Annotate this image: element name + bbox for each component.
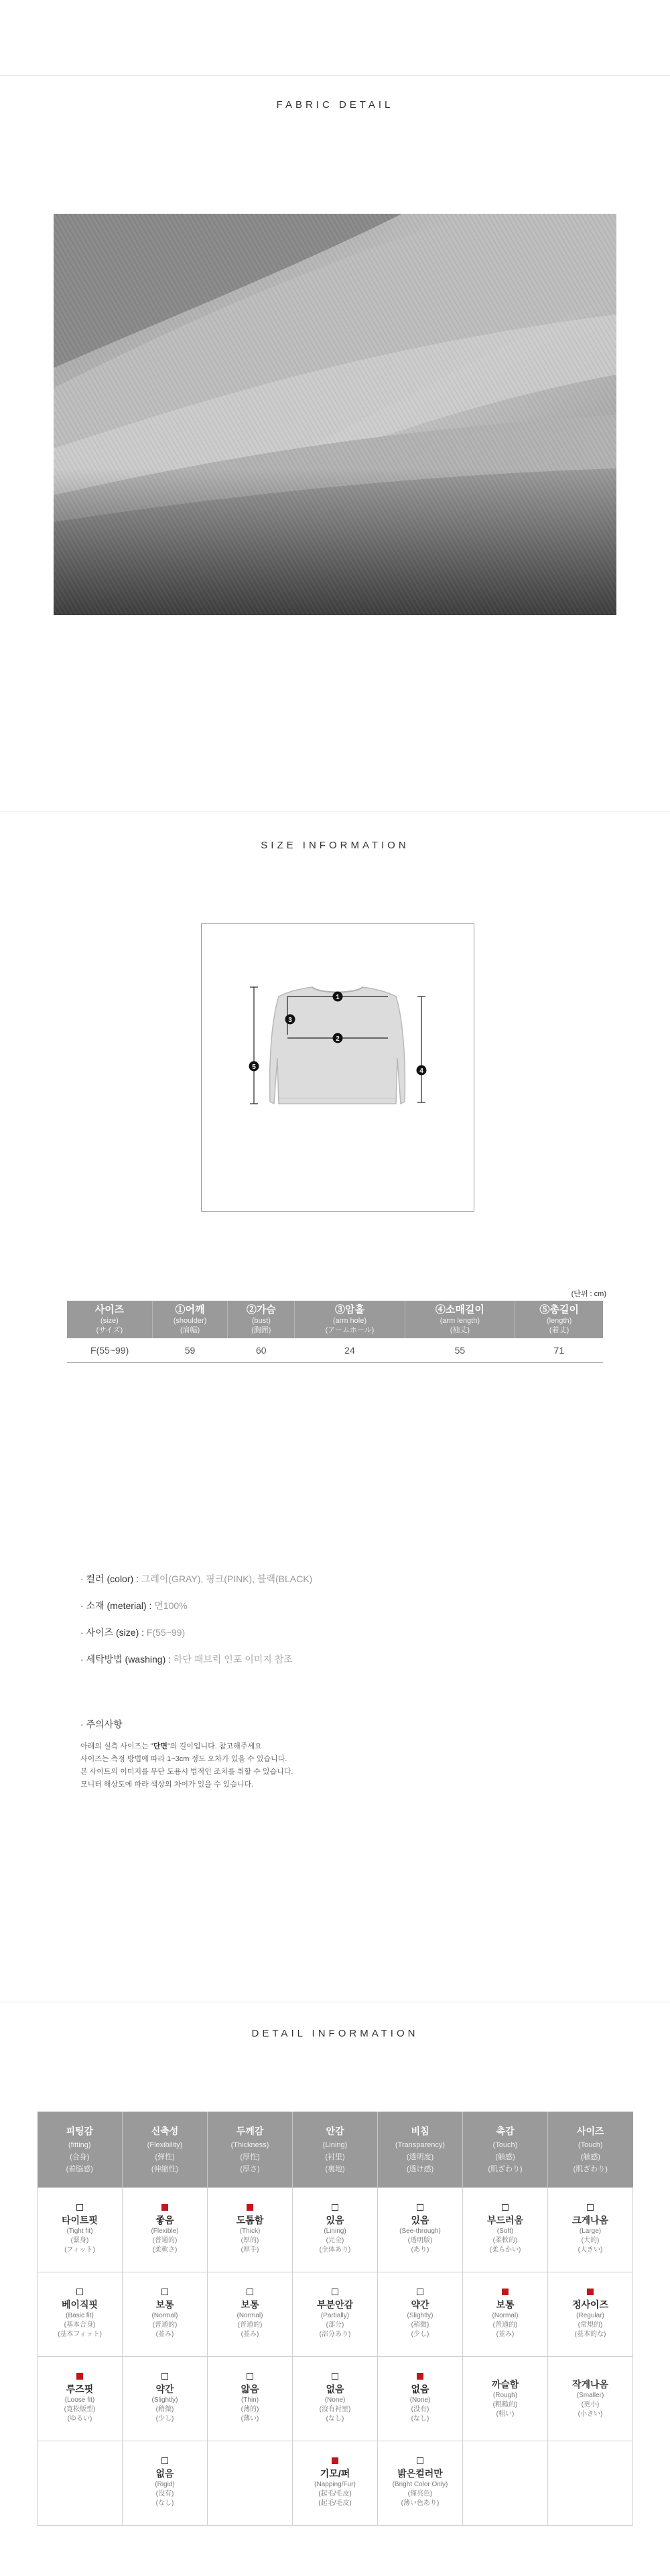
option-japanese: (厚手) (241, 2246, 259, 2254)
size-header-cell (228, 1301, 295, 1338)
detail-cell (463, 2356, 548, 2441)
detail-cell (123, 2356, 208, 2441)
detail-header-cell (208, 2112, 293, 2187)
option-cell (293, 2204, 377, 2255)
marker-2 (333, 1033, 343, 1043)
detail-cell (38, 2441, 123, 2525)
notice-heading: · 주의사항 (80, 1719, 123, 1730)
option-english: (Regular) (576, 2312, 604, 2319)
detail-cell (548, 2441, 633, 2525)
option-english: (Partially) (320, 2312, 350, 2319)
size-header-cell (152, 1301, 227, 1338)
header-english: (size) (100, 1317, 119, 1325)
table-cell: 59 (152, 1338, 227, 1362)
info-label: · 소재 (meterial) : (80, 1600, 155, 1611)
info-value: 그레이(GRAY), 핑크(PINK), 블랙(BLACK) (141, 1573, 313, 1584)
detail-cell (463, 2187, 548, 2272)
option-english: (Slightly) (151, 2396, 178, 2404)
header-label: ③암홀 (334, 1304, 364, 1315)
checkbox-icon (161, 2457, 168, 2464)
notice-line: 사이즈는 측정 방법에 따라 1~3cm 정도 오차가 있을 수 있습니다. (80, 1755, 287, 1763)
option-cell (293, 2289, 377, 2339)
checkbox-icon (417, 2457, 423, 2464)
option-japanese: (並み) (155, 2331, 174, 2338)
option-cell (293, 2457, 377, 2508)
option-japanese: (基本フィット) (58, 2331, 102, 2338)
detail-cell (38, 2187, 123, 2272)
header-label: 사이즈 (94, 1304, 125, 1315)
option-label: 부드러움 (486, 2215, 524, 2226)
header-japanese: (胸囲) (251, 1326, 271, 1334)
checkbox-icon (417, 2204, 423, 2211)
option-chinese: (普通的) (152, 2321, 178, 2329)
header-japanese: (サイズ) (96, 1326, 123, 1334)
divider (0, 75, 670, 76)
option-japanese: (並み) (241, 2331, 259, 2338)
checked-box-icon (161, 2204, 168, 2211)
option-english: (Rigid) (155, 2481, 175, 2488)
option-english: (Normal) (151, 2312, 178, 2319)
header-japanese: (肩幅) (180, 1326, 200, 1334)
header-japanese: (透け感) (406, 2165, 434, 2174)
option-japanese: (薄い色あり) (401, 2500, 440, 2507)
option-english: (Bright Color Only) (392, 2481, 448, 2488)
option-japanese: (粗い) (496, 2410, 515, 2418)
table-cell: F(55~99) (67, 1338, 152, 1362)
option-japanese: (大きい) (578, 2246, 603, 2254)
option-english: (None) (409, 2396, 431, 2404)
header-japanese: (アームホール) (325, 1326, 375, 1334)
option-japanese: (なし) (411, 2415, 429, 2423)
checked-box-icon (587, 2289, 594, 2295)
option-japanese: (柔軟さ) (152, 2246, 178, 2254)
option-english: (Thick) (239, 2228, 261, 2235)
detail-cell (463, 2272, 548, 2356)
detail-cell (123, 2272, 208, 2356)
checkbox-icon (161, 2373, 168, 2380)
option-label: 없음 (411, 2384, 429, 2394)
option-chinese: (厚的) (241, 2237, 259, 2244)
option-japanese: (あり) (411, 2246, 429, 2254)
info-row (80, 1653, 616, 1679)
option-cell (463, 2378, 547, 2419)
option-english: (None) (324, 2396, 346, 2404)
header-japanese: (伸縮性) (151, 2165, 179, 2174)
table-row (38, 2441, 633, 2525)
option-japanese: (小さい) (578, 2410, 603, 2418)
header-label: ②가슴 (246, 1304, 276, 1315)
checkbox-icon (76, 2289, 83, 2295)
notice-line: 본 사이트의 이미지를 무단 도용시 법적인 조치를 취할 수 있습니다. (80, 1768, 293, 1776)
svg-text:4: 4 (419, 1068, 423, 1075)
detail-header-cell (378, 2112, 463, 2187)
option-chinese: (完全) (326, 2237, 344, 2244)
detail-header-cell (463, 2112, 548, 2187)
option-cell (378, 2204, 462, 2255)
notice-text (80, 1740, 293, 1791)
option-english: (Normal) (492, 2312, 519, 2319)
option-cell (123, 2457, 207, 2508)
header-label: ①어깨 (175, 1304, 205, 1315)
table-cell: 60 (228, 1338, 295, 1362)
option-label: 정사이즈 (572, 2299, 609, 2310)
notice-emphasis: 단면 (153, 1742, 168, 1750)
detail-header-cell (293, 2112, 378, 2187)
option-chinese: (起毛/毛皮) (318, 2490, 352, 2498)
option-label: 없음 (326, 2384, 344, 2394)
checkbox-icon (502, 2204, 509, 2211)
header-english: (bust) (251, 1317, 271, 1325)
option-label: 보통 (241, 2299, 259, 2310)
info-value: 하단 패브릭 인포 이미지 참조 (173, 1654, 293, 1665)
header-english: (Flexibility) (147, 2141, 183, 2150)
header-label: 안감 (326, 2126, 344, 2137)
header-english: (Transparency) (395, 2141, 446, 2150)
option-japanese: (並み) (496, 2331, 515, 2338)
header-japanese: (着脳感) (66, 2165, 93, 2174)
option-chinese: (普通的) (237, 2321, 263, 2329)
option-label: 있음 (411, 2215, 429, 2226)
header-english: (arm hole) (332, 1317, 367, 1325)
option-english: (Tight fit) (66, 2228, 93, 2235)
option-label: 약간 (411, 2299, 429, 2310)
detail-cell (208, 2187, 293, 2272)
header-chinese: (透明度) (406, 2153, 434, 2162)
option-chinese: (部分) (326, 2321, 344, 2329)
option-chinese: (緊身) (70, 2237, 89, 2244)
notice-line: 모니터 해상도에 따라 색상의 차이가 있을 수 있습니다. (80, 1781, 254, 1789)
detail-cell (208, 2356, 293, 2441)
header-english: (length) (546, 1317, 572, 1325)
header-japanese: (肌ざわり) (488, 2165, 523, 2174)
header-chinese: (弹性) (155, 2153, 175, 2162)
detail-cell (463, 2441, 548, 2525)
size-header-cell (515, 1301, 603, 1338)
size-table (67, 1301, 603, 1363)
table-cell: 55 (405, 1338, 515, 1362)
option-label: 베이직핏 (61, 2299, 98, 2310)
checkbox-icon (332, 2204, 338, 2211)
detail-cell (123, 2441, 208, 2525)
detail-header-cell (548, 2112, 633, 2187)
option-cell (463, 2204, 547, 2255)
option-chinese: (透明版) (407, 2237, 433, 2244)
checkbox-icon (587, 2204, 594, 2211)
detail-cell (293, 2441, 378, 2525)
option-cell (548, 2289, 632, 2339)
detail-cell (123, 2187, 208, 2272)
option-label: 좋음 (155, 2215, 174, 2226)
option-cell (208, 2204, 292, 2255)
info-value: 면100% (154, 1600, 188, 1611)
detail-cell (38, 2356, 123, 2441)
option-label: 타이트핏 (61, 2215, 98, 2226)
option-english: (Loose fit) (64, 2396, 95, 2404)
detail-header-cell (38, 2112, 123, 2187)
marker-5 (249, 1061, 259, 1072)
option-chinese: (柔軟的) (492, 2237, 518, 2244)
option-chinese: (更小) (581, 2401, 600, 2408)
header-label: 신축성 (151, 2126, 179, 2137)
header-english: (arm length) (440, 1317, 480, 1325)
option-english: (Large) (579, 2228, 602, 2235)
fabric-detail-title: FABRIC DETAIL (276, 99, 394, 111)
header-label: 피팅감 (66, 2126, 94, 2137)
option-japanese: (全体あり) (319, 2246, 351, 2254)
option-label: 루즈핏 (66, 2384, 94, 2394)
option-chinese: (没有) (155, 2490, 174, 2498)
header-label: 두께감 (236, 2126, 264, 2137)
product-info (80, 1572, 616, 1679)
option-label: 작게나옴 (572, 2379, 609, 2390)
size-information-title: SIZE INFORMATION (261, 840, 409, 851)
option-chinese: (沒有衬里) (319, 2406, 351, 2413)
option-chinese: (没有) (411, 2406, 429, 2413)
svg-text:2: 2 (336, 1035, 340, 1043)
header-english: (fitting) (68, 2141, 91, 2150)
size-table-header (67, 1301, 603, 1338)
checkbox-icon (417, 2289, 423, 2295)
option-english: (Lining) (324, 2228, 346, 2235)
detail-cell (548, 2272, 633, 2356)
notice-line: 아래의 실측 사이즈는 "단면"의 길이입니다. 참고해주세요 (80, 1742, 262, 1750)
option-chinese: (寛松版型) (64, 2406, 96, 2413)
option-cell (378, 2289, 462, 2339)
header-label: 촉감 (496, 2126, 515, 2137)
svg-text:1: 1 (336, 994, 340, 1001)
option-label: 부분안감 (316, 2299, 354, 2310)
header-chinese: (触感) (495, 2153, 515, 2162)
option-english: (Normal) (237, 2312, 263, 2319)
option-chinese: (僅亮色) (407, 2490, 433, 2498)
checked-box-icon (502, 2289, 509, 2295)
detail-table-header (38, 2112, 633, 2187)
option-label: 있음 (326, 2215, 344, 2226)
option-label: 없음 (155, 2468, 174, 2479)
checkbox-icon (161, 2289, 168, 2295)
option-label: 보통 (155, 2299, 174, 2310)
option-japanese: (少し) (155, 2415, 174, 2423)
option-cell (123, 2289, 207, 2339)
checkbox-icon (247, 2289, 253, 2295)
info-row (80, 1572, 616, 1599)
option-label: 보통 (496, 2299, 515, 2310)
option-english: (Rough) (492, 2392, 518, 2399)
option-chinese: (大的) (581, 2237, 600, 2244)
header-label: 사이즈 (576, 2126, 604, 2137)
header-english: (Thickness) (230, 2141, 269, 2150)
option-english: (Flexible) (151, 2228, 179, 2235)
svg-text:3: 3 (288, 1017, 292, 1024)
detail-cell (293, 2356, 378, 2441)
header-label: ⑤총길이 (539, 1304, 579, 1315)
option-english: (Napping/Fur) (314, 2481, 356, 2488)
option-japanese: (フィット) (64, 2246, 95, 2254)
marker-4 (417, 1066, 427, 1076)
option-japanese: (薄い) (241, 2415, 259, 2423)
header-japanese: (厚さ) (240, 2165, 260, 2174)
detail-cell (378, 2272, 463, 2356)
size-header-cell (67, 1301, 152, 1338)
header-english: (Lining) (322, 2141, 348, 2150)
option-label: 얇음 (241, 2384, 259, 2394)
info-label: · 사이즈 (size) : (80, 1627, 147, 1638)
detail-cell (293, 2187, 378, 2272)
info-row (80, 1599, 616, 1626)
option-cell (208, 2373, 292, 2424)
marker-3 (285, 1015, 295, 1025)
header-label: ④소매길이 (435, 1304, 484, 1315)
table-row (67, 1338, 603, 1362)
checkbox-icon (332, 2373, 338, 2380)
option-chinese: (粗糙的) (492, 2401, 518, 2408)
unit-label: (단위 : cm) (571, 1290, 606, 1298)
header-chinese: (厚性) (240, 2153, 260, 2162)
option-cell (123, 2204, 207, 2255)
detail-header-cell (123, 2112, 208, 2187)
option-cell (123, 2373, 207, 2424)
option-english: (Basic fit) (66, 2312, 94, 2319)
option-japanese: (なし) (155, 2500, 174, 2507)
detail-cell (208, 2272, 293, 2356)
detail-cell (208, 2441, 293, 2525)
fabric-photo (54, 214, 616, 615)
option-cell (548, 2204, 632, 2255)
option-label: 약간 (155, 2384, 174, 2394)
header-japanese: (着丈) (549, 1326, 570, 1334)
option-cell (208, 2289, 292, 2339)
option-english: (Thin) (241, 2396, 259, 2404)
checkbox-icon (247, 2373, 253, 2380)
option-label: 까슬함 (491, 2379, 519, 2390)
detail-cell (378, 2187, 463, 2272)
option-chinese: (普通的) (152, 2237, 178, 2244)
option-japanese: (基本的な) (574, 2331, 606, 2338)
option-cell (293, 2373, 377, 2424)
option-label: 밝은컬러만 (397, 2468, 443, 2479)
option-japanese: (なし) (326, 2415, 344, 2423)
option-chinese: (基本合身) (64, 2321, 96, 2329)
option-cell (548, 2378, 632, 2419)
option-chinese: (常規的) (578, 2321, 603, 2329)
option-english: (Soft) (496, 2228, 514, 2235)
table-row (38, 2187, 633, 2272)
detail-table (37, 2112, 633, 2526)
info-label: · 컬러 (color) : (80, 1573, 141, 1584)
header-japanese: (袖丈) (450, 1326, 470, 1334)
option-japanese: (ゆるい) (67, 2415, 92, 2423)
option-cell (38, 2289, 122, 2339)
header-english: (Touch) (492, 2141, 518, 2150)
header-label: 비침 (411, 2126, 429, 2137)
table-cell: 24 (295, 1338, 405, 1362)
option-english: (See-through) (399, 2228, 441, 2235)
size-header-cell (405, 1301, 515, 1338)
header-chinese: (合身) (70, 2153, 90, 2162)
marker-1 (333, 992, 343, 1002)
header-chinese: (触感) (580, 2153, 600, 2162)
detail-cell (548, 2356, 633, 2441)
detail-cell (378, 2356, 463, 2441)
header-chinese: (衬里) (325, 2153, 345, 2162)
header-japanese: (裏地) (325, 2165, 345, 2174)
option-japanese: (部分あり) (319, 2331, 351, 2338)
option-cell (38, 2373, 122, 2424)
checked-box-icon (247, 2204, 253, 2211)
checkbox-icon (332, 2289, 338, 2295)
detail-cell (548, 2187, 633, 2272)
table-row (38, 2272, 633, 2356)
option-cell (378, 2373, 462, 2424)
option-label: 도톰함 (236, 2215, 264, 2226)
header-english: (Touch) (578, 2141, 603, 2150)
info-value: F(55~99) (146, 1627, 186, 1638)
header-english: (shoulder) (173, 1317, 207, 1325)
option-cell (463, 2289, 547, 2339)
option-label: 크게나옴 (572, 2215, 609, 2226)
option-label: 기모/퍼 (320, 2468, 350, 2479)
checked-box-icon (76, 2373, 83, 2380)
option-chinese: (稍微) (155, 2406, 174, 2413)
size-header-cell (295, 1301, 405, 1338)
option-chinese: (普通的) (492, 2321, 518, 2329)
option-cell (38, 2204, 122, 2255)
sweater-outline (270, 987, 405, 1104)
detail-cell (378, 2441, 463, 2525)
checked-box-icon (417, 2373, 423, 2380)
detail-information-title: DETAIL INFORMATION (251, 2028, 419, 2039)
detail-cell (38, 2272, 123, 2356)
table-row (38, 2356, 633, 2441)
checked-box-icon (332, 2457, 338, 2464)
info-row (80, 1626, 616, 1653)
option-chinese: (稍微) (411, 2321, 429, 2329)
table-cell: 71 (515, 1338, 603, 1362)
option-japanese: (起毛/毛皮) (318, 2500, 352, 2507)
option-english: (Smaller) (576, 2392, 604, 2399)
size-diagram (201, 923, 474, 1212)
info-label: · 세탁방법 (washing) : (80, 1654, 174, 1665)
svg-text:5: 5 (252, 1064, 256, 1071)
option-japanese: (少し) (411, 2331, 429, 2338)
option-chinese: (薄的) (241, 2406, 259, 2413)
detail-cell (293, 2272, 378, 2356)
checkbox-icon (76, 2204, 83, 2211)
option-english: (Slightly) (407, 2312, 433, 2319)
header-japanese: (肌ざわり) (573, 2165, 608, 2174)
option-japanese: (柔らかい) (489, 2246, 521, 2254)
option-cell (378, 2457, 462, 2508)
